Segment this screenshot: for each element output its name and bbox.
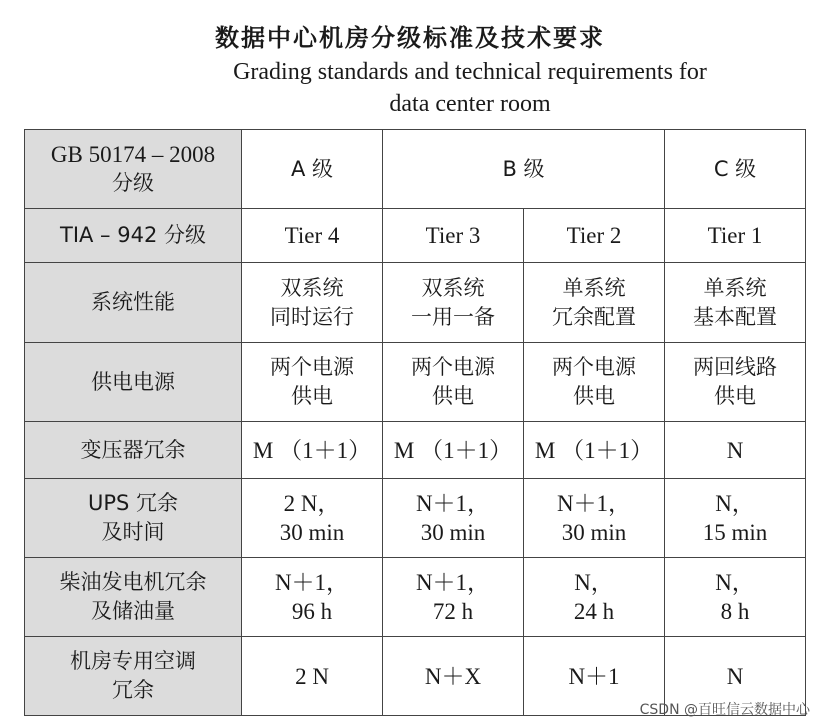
cell-line: 单系统 [703, 275, 767, 300]
tier-1-cell: Tier 1 [665, 209, 806, 263]
grade-b-cell: B 级 [383, 130, 665, 209]
cell-line: 2 N， [283, 491, 341, 516]
cell-line: M （1＋1） [534, 437, 654, 463]
title-english [0, 56, 820, 120]
cell-line: 30 min [420, 520, 486, 545]
cell-line: 30 min [561, 520, 627, 545]
cell-line: 24 h [573, 599, 615, 624]
table-row-gb [25, 130, 806, 209]
row-label [25, 558, 242, 637]
cell-line: 72 h [432, 599, 474, 624]
row-label [25, 637, 242, 716]
table-cell [242, 479, 383, 558]
title-english-line1: Grading standards and technical requirements for [233, 59, 707, 85]
tier-3-cell: Tier 3 [383, 209, 524, 263]
cell-line: 单系统 [562, 275, 626, 300]
row-label-line: 及时间 [101, 520, 165, 544]
grading-table [24, 129, 806, 716]
cell-line: 两个电源 [411, 355, 495, 379]
cell-line: 供电 [714, 384, 756, 408]
cell-line: 96 h [291, 599, 333, 624]
table-row [25, 558, 806, 637]
row-label-line: 供电电源 [91, 369, 175, 394]
table-cell [242, 343, 383, 422]
row-label-line: UPS 冗余 [87, 491, 179, 515]
table-cell [383, 422, 524, 479]
cell-line: N＋1， [556, 491, 632, 516]
cell-line: N＋1， [415, 570, 491, 595]
row-label [25, 479, 242, 558]
table-row [25, 422, 806, 479]
grade-c-cell: C 级 [665, 130, 806, 209]
cell-line: M （1＋1） [252, 437, 372, 463]
cell-line: 15 min [702, 520, 768, 545]
cell-line: N＋X [424, 663, 482, 689]
row-label-line: 系统性能 [91, 290, 175, 314]
table-cell [524, 558, 665, 637]
cell-line: 30 min [279, 520, 345, 545]
table-cell [524, 479, 665, 558]
table-cell [383, 637, 524, 716]
table-cell [383, 558, 524, 637]
gb-standard-header [25, 130, 242, 209]
cell-line: 供电 [291, 384, 333, 408]
table-cell [665, 479, 806, 558]
table-cell [665, 422, 806, 479]
table-cell [665, 263, 806, 343]
tia-standard-header: TIA – 942 分级 [25, 209, 242, 263]
cell-line: N， [715, 570, 755, 595]
cell-line: 供电 [432, 384, 474, 408]
gb-standard-line2: 分级 [112, 171, 154, 195]
table-row-tia [25, 209, 806, 263]
grade-a-cell: A 级 [242, 130, 383, 209]
cell-line: 一用一备 [411, 304, 495, 329]
cell-line: 8 h [720, 599, 750, 624]
cell-line: N＋1 [568, 663, 620, 689]
cell-line: 供电 [573, 384, 615, 408]
cell-line: 两回线路 [693, 355, 777, 379]
cell-line: 双系统 [421, 275, 485, 300]
cell-line: N＋1， [274, 570, 350, 595]
table-cell [665, 558, 806, 637]
cell-line: 双系统 [280, 275, 344, 300]
row-label-line: 柴油发电机冗余 [59, 570, 207, 594]
table-cell [242, 637, 383, 716]
table-cell [242, 422, 383, 479]
table-cell [383, 263, 524, 343]
row-label-line: 机房专用空调 [70, 649, 196, 673]
cell-line: N [726, 437, 744, 463]
watermark: CSDN @百旺信云数据中心 [639, 702, 810, 718]
title-english-line2: data center room [389, 91, 551, 117]
row-label-line: 冗余 [112, 678, 154, 702]
cell-line: 基本配置 [693, 304, 777, 329]
row-label [25, 263, 242, 343]
cell-line: 2 N [295, 663, 329, 689]
table-cell [383, 343, 524, 422]
table-cell [524, 343, 665, 422]
cell-line: 同时运行 [270, 304, 354, 329]
cell-line: N [726, 663, 744, 689]
cell-line: 两个电源 [552, 355, 636, 379]
tier-2-cell: Tier 2 [524, 209, 665, 263]
tier-4-cell: Tier 4 [242, 209, 383, 263]
row-label-line: 及储油量 [91, 599, 175, 623]
title-chinese: 数据中心机房分级标准及技术要求 [215, 24, 605, 52]
cell-line: N， [715, 491, 755, 516]
table-cell [242, 263, 383, 343]
cell-line: N＋1， [415, 491, 491, 516]
table-row [25, 263, 806, 343]
row-label [25, 343, 242, 422]
table-cell [665, 343, 806, 422]
table-cell [383, 479, 524, 558]
table-cell [524, 263, 665, 343]
table-cell [524, 422, 665, 479]
gb-standard-line1: GB 50174 – 2008 [50, 142, 216, 167]
cell-line: 两个电源 [270, 355, 354, 379]
table-row [25, 343, 806, 422]
table-cell [242, 558, 383, 637]
row-label-line: 变压器冗余 [80, 437, 186, 462]
cell-line: 冗余配置 [552, 304, 636, 329]
cell-line: M （1＋1） [393, 437, 513, 463]
cell-line: N， [574, 570, 614, 595]
table-row [25, 479, 806, 558]
row-label [25, 422, 242, 479]
